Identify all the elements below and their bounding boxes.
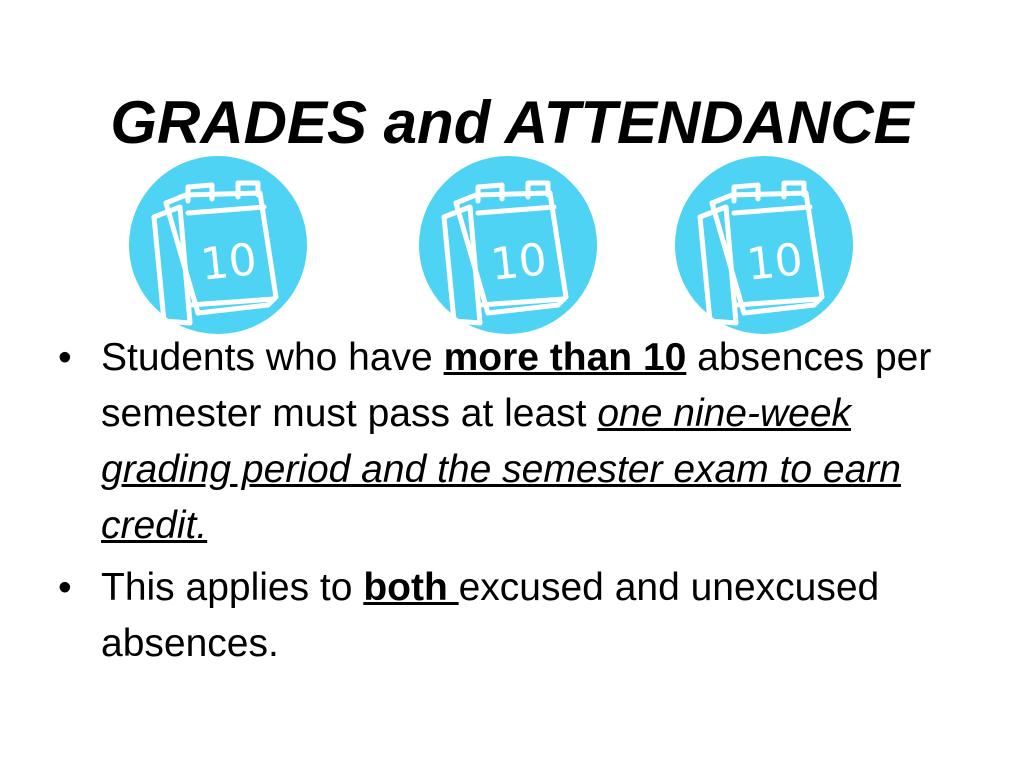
bullet-glyph: •	[58, 336, 72, 379]
bullet-text: absences per semester must pass at least	[101, 336, 932, 435]
emphasis-text: both	[363, 566, 459, 609]
slide-title: GRADES and ATTENDANCE	[110, 89, 914, 156]
calendar-icon	[418, 155, 598, 335]
calendar-icon	[674, 155, 854, 335]
svg-text:10: 10	[488, 234, 550, 291]
bullet-text: excused and unexcused absences.	[101, 566, 880, 665]
bullet-text: Students who have	[101, 336, 444, 379]
bullet-glyph: •	[58, 566, 72, 609]
emphasis-text: one nine-week grading period and the semester exam to earn credit.	[101, 392, 901, 547]
calendar-icon	[128, 155, 308, 335]
bullet-list	[58, 330, 978, 678]
list-item	[58, 560, 978, 672]
svg-text:10: 10	[198, 234, 260, 291]
list-item	[58, 330, 978, 554]
svg-text:10: 10	[744, 234, 806, 291]
emphasis-text: more than 10	[443, 336, 687, 379]
bullet-text: This applies to	[101, 566, 364, 609]
